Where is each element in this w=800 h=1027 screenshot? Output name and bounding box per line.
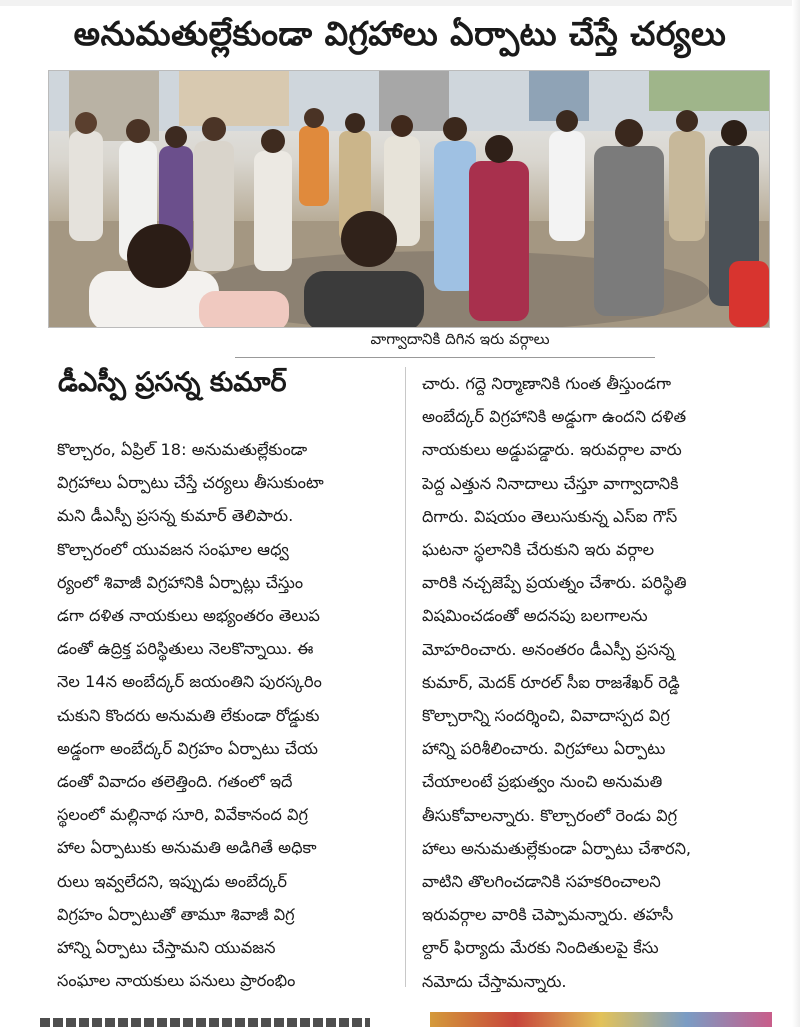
next-photo-fragment	[430, 1012, 772, 1027]
article-body-right-column: చారు. గద్దె నిర్మాణానికి గుంత తీస్తుండగా అంబేద్కర్ విగ్రహానికి అడ్డుగా ఉందని దళిత నాయకులు అడ్డుపడ్డారు. ఇరువర్గాల వారు పెద్ద ఎత్తున నినాదాలు చేస్తూ వాగ్వాదానికి దిగారు. విషయం తెలుసుకున్న ఎస్ఐ గౌస్ ఘటనా స్థలానికి చేరుకుని ఇరు వర్గాల వారికి నచ్చజెప్పే ప్రయత్నం చేశారు. పరిస్థితి విషమించడంతో అదనపు బలగాలను మోహరించారు. అనంతరం డీఎస్పీ ప్రసన్న కుమార్, మెదక్ రూరల్ సీఐ రాజశేఖర్ రెడ్డి కొల్చారాన్ని సందర్శించి, వివాదాస్పద విగ్ర హాన్ని పరిశీలించారు. విగ్రహాలు ఏర్పాటు చేయాలంటే ప్రభుత్వం నుంచి అనుమతి తీసుకోవాలన్నారు. కొల్చారంలో రెండు విగ్ర హాలు అనుమతుల్లేకుండా ఏర్పాటు చేశారని, వాటిని తొలగించడానికి సహకరించాలని ఇరువర్గాల వారికి చెప్పామన్నారు. తహసీ ల్దార్ ఫిర్యాదు మేరకు నిందితులపై కేసు నమోదు చేస్తామన్నారు.	[422, 374, 692, 991]
article-body-left-column: కొల్చారం, ఏప్రిల్ 18: అనుమతుల్లేకుండా విగ్రహాలు ఏర్పాటు చేస్తే చర్యలు తీసుకుంటా మని డీఎస్పీ ప్రసన్న కుమార్ తెలిపారు. కొల్చారంలో యువజన సంఘాల ఆధ్వ ర్యంలో శివాజీ విగ్రహానికి ఏర్పాట్లు చేస్తుం డగా దళిత నాయకులు అభ్యంతరం తెలుప డంతో ఉద్రిక్త పరిస్థితులు నెలకొన్నాయి. ఈ నెల 14న అంబేద్కర్ జయంతిని పురస్కరిం చుకుని కొందరు అనుమతి లేకుండా రోడ్డుకు అడ్డంగా అంబేద్కర్ విగ్రహం ఏర్పాటు చేయ డంతో వివాదం తలెత్తింది. గతంలో ఇదే స్థలంలో మల్లినాథ సూరి, వివేకానంద విగ్ర హాల ఏర్పాటుకు అనుమతి అడిగితే అధికా రులు ఇవ్వలేదని, ఇప్పుడు అంబేద్కర్ విగ్రహం ఏర్పాటుతో తామూ శివాజీ విగ్ర హాన్ని ఏర్పాటు చేస్తామని యువజన సంఘాల నాయకులు పనులు ప్రారంభిం	[57, 440, 324, 991]
photo-caption: వాగ్వాదానికి దిగిన ఇరు వర్గాలు	[370, 330, 550, 348]
caption-divider	[235, 357, 655, 358]
page-top-strip	[0, 0, 800, 6]
article-byline: డీఎస్పీ ప్రసన్న కుమార్	[58, 367, 287, 398]
news-photo	[48, 70, 770, 328]
page-edge	[792, 0, 800, 1027]
next-headline-fragment	[40, 1018, 370, 1027]
crowd-photo-illustration	[49, 71, 769, 327]
article-headline: అనుమతుల్లేకుండా విగ్రహాలు ఏర్పాటు చేస్తే చర్యలు	[73, 14, 727, 53]
column-divider	[405, 367, 406, 987]
